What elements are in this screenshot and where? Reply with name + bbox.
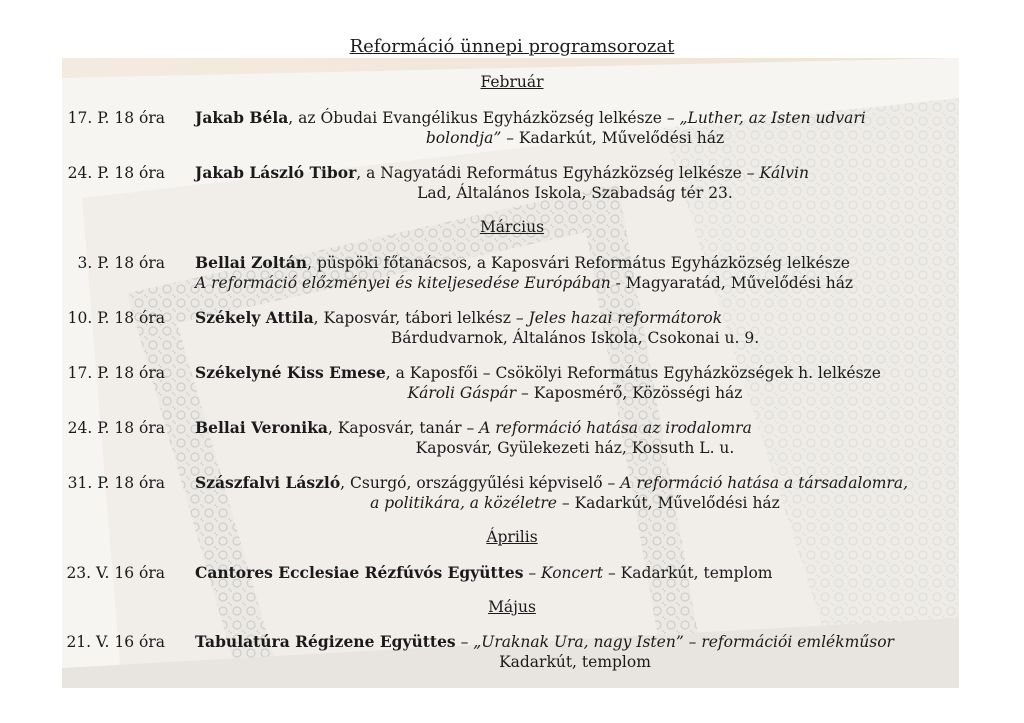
event-location: – Kadarkút, Művelődési ház	[556, 494, 780, 512]
talk-title: Kálvin	[759, 164, 809, 182]
talk-title-continued: bolondja”	[425, 129, 502, 147]
speaker-name: Tabulatúra Régizene Együttes	[195, 632, 456, 651]
event-location: Lad, Általános Iskola, Szabadság tér 23.	[417, 184, 733, 202]
speaker-description: , a Kaposfői – Csökölyi Református Egyházközségek h. lelkésze	[385, 364, 881, 382]
speaker-description: –	[455, 633, 474, 651]
event-date: 24. P. 18 óra	[67, 419, 165, 437]
event-date: 3. P. 18 óra	[77, 254, 165, 272]
speaker-description: , püspöki főtanácsos, a Kaposvári Református Egyházközség lelkésze	[307, 254, 850, 272]
speaker-description: , Kaposvár, tanár –	[327, 419, 480, 437]
event-location: – Kadarkút, Művelődési ház	[501, 129, 725, 147]
speaker-name: Bellai Zoltán	[195, 253, 308, 272]
speaker-name: Cantores Ecclesiae Rézfúvós Együttes	[195, 563, 524, 582]
month-heading-february: Február	[480, 73, 544, 91]
event-date: 17. P. 18 óra	[67, 109, 165, 127]
speaker-description: , az Óbudai Evangélikus Egyházközség lelkésze –	[288, 109, 680, 127]
month-heading-march: Március	[479, 218, 545, 236]
month-heading-april: Április	[486, 528, 538, 546]
speaker-description: , Kaposvár, tábori lelkész –	[313, 309, 529, 327]
speaker-name: Jakab László Tibor	[195, 163, 357, 182]
speaker-description: –	[523, 564, 542, 582]
page-title: Reformáció ünnepi programsorozat	[349, 36, 675, 57]
event-location: - Magyaratád, Művelődési ház	[610, 274, 854, 292]
event-date: 21. V. 16 óra	[66, 633, 165, 651]
talk-title: „Uraknak Ura, nagy Isten” – reformációi emlékműsor	[473, 633, 894, 651]
talk-title: A reformáció hatása az irodalomra	[479, 419, 752, 437]
speaker-description: , Csurgó, országgyűlési képviselő –	[340, 474, 621, 492]
speaker-description: , a Nagyatádi Református Egyházközség lelkésze –	[356, 164, 760, 182]
talk-title: A reformáció előzményei és kiteljesedése Európában	[195, 274, 611, 292]
event-date: 31. P. 18 óra	[67, 474, 165, 492]
talk-title: „Luther, az Isten udvari	[679, 109, 866, 127]
event-date: 24. P. 18 óra	[67, 164, 165, 182]
speaker-name: Szászfalvi László	[195, 473, 341, 492]
speaker-name: Bellai Veronika	[195, 418, 328, 437]
speaker-name: Jakab Béla	[195, 108, 289, 127]
event-date: 17. P. 18 óra	[67, 364, 165, 382]
talk-title: Jeles hazai reformátorok	[528, 309, 723, 327]
talk-title: Károli Gáspár	[407, 384, 517, 402]
event-location: – Kadarkút, templom	[603, 564, 773, 582]
event-date: 23. V. 16 óra	[66, 564, 165, 582]
event-location: Kaposvár, Gyülekezeti ház, Kossuth L. u.	[415, 439, 735, 457]
event-location: Kadarkút, templom	[499, 653, 651, 671]
speaker-name: Székely Attila	[195, 308, 314, 327]
talk-title: A reformáció hatása a társadalomra,	[620, 474, 909, 492]
talk-title: Koncert	[541, 564, 604, 582]
talk-title-continued: a politikára, a közéletre	[370, 494, 557, 512]
month-heading-may: Május	[488, 598, 536, 616]
event-location: – Kaposmérő, Közösségi ház	[516, 384, 743, 402]
event-date: 10. P. 18 óra	[67, 309, 165, 327]
speaker-name: Székelyné Kiss Emese	[195, 363, 386, 382]
event-location: Bárdudvarnok, Általános Iskola, Csokonai u. 9.	[390, 329, 760, 347]
